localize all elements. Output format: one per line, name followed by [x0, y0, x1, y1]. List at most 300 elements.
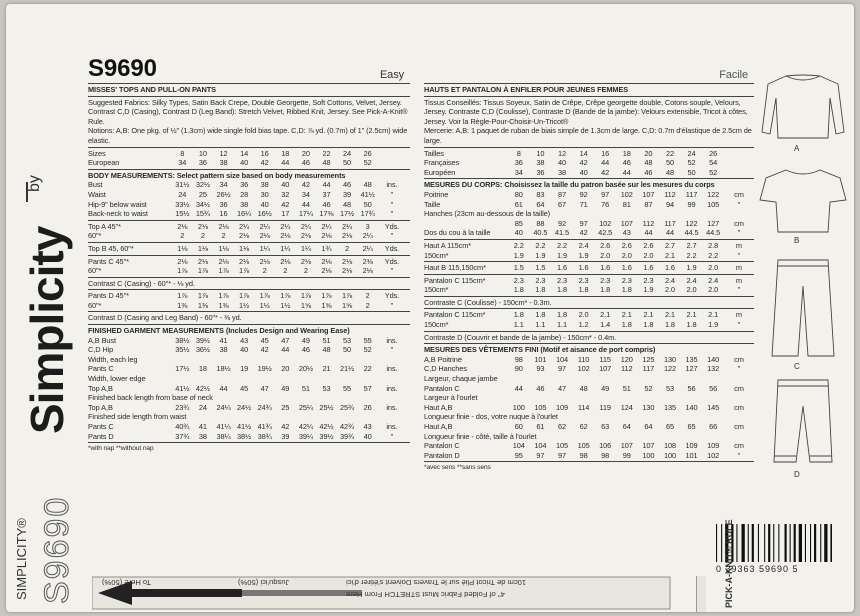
table-cell: 17¼ [298, 209, 313, 219]
table-cell: 150cm* [424, 320, 449, 330]
table-cell: 2⅛ [259, 256, 270, 266]
table-row [88, 180, 410, 190]
table-cell: 2⅛ [218, 221, 229, 231]
table-row [88, 364, 410, 374]
table-cell: 2¼ [321, 221, 332, 231]
table-cell: 35½ [175, 345, 190, 355]
table-cell: A,B Bust [88, 335, 116, 345]
table-cell: 38¾ [257, 431, 272, 441]
table-row [424, 403, 754, 413]
table-cell: 3 [365, 221, 370, 231]
table-cell: Pants C [88, 422, 114, 431]
table-cell: 2.1 [708, 310, 719, 320]
table-cell: 32 [281, 189, 290, 199]
table-cell: 50 [343, 345, 352, 355]
table-cell: 24 [198, 402, 207, 412]
table-cell: 109 [685, 441, 698, 451]
difficulty-level: Easy [379, 69, 404, 81]
table-cell: 2⅛ [342, 256, 353, 266]
table-cell: 15½ [175, 209, 190, 219]
table-cell: 2⅛ [259, 231, 270, 241]
table-cell: 44 [601, 158, 610, 168]
table-cell: 2⅛ [218, 256, 229, 266]
table-cell: 2.8 [708, 240, 719, 250]
table-cell: 2⅛ [280, 256, 291, 266]
table-cell [378, 158, 406, 168]
table-row [88, 301, 410, 311]
table-cell: 2.0 [621, 250, 632, 260]
table-row [424, 190, 754, 200]
table-cell: 1.8 [556, 310, 567, 320]
table-cell: 2¼ [280, 221, 291, 231]
table-cell: cm [734, 189, 744, 199]
table-cell: 39¾ [340, 431, 355, 441]
table-row [424, 149, 754, 159]
table-cell: 101 [534, 354, 547, 364]
table-cell: 81 [622, 199, 631, 209]
table-cell: 40 [240, 158, 249, 168]
table-cell: 2.2 [708, 250, 719, 260]
table-row [88, 291, 410, 301]
table-cell: 25¼ [298, 402, 313, 412]
table-cell: m [735, 310, 742, 320]
table-cell: 53 [322, 383, 331, 393]
barcode-bar [799, 524, 802, 562]
table-cell: 98 [601, 450, 610, 460]
table-cell: 2⅛ [177, 256, 188, 266]
table-cell: 107 [642, 441, 655, 451]
table-cell: 140 [707, 354, 720, 364]
table-cell: 31½ [175, 180, 190, 190]
table-cell: 122 [663, 364, 676, 374]
figure-label-c: C [794, 362, 800, 371]
table-cell: 38¼ [216, 431, 231, 441]
table-cell [724, 149, 754, 159]
table-cell: 21½ [340, 364, 355, 374]
table-cell: 50 [363, 199, 372, 209]
table-cell: 20 [281, 364, 290, 374]
table-cell: " [737, 364, 741, 374]
table-cell: 1.1 [556, 320, 567, 330]
table-cell: 127 [707, 218, 720, 228]
table-cell: 67 [557, 199, 566, 209]
table-cell: 38½ [175, 335, 190, 345]
table-cell: 61 [514, 199, 523, 209]
table-cell: 38 [219, 345, 228, 355]
table-cell: Waist [88, 189, 106, 199]
nap-footnote-fr: *avec sens **sans sens [424, 464, 491, 472]
table-cell: 1.6 [600, 263, 611, 273]
figure-label-d: D [794, 470, 800, 479]
barcode-bar [824, 524, 827, 562]
table-row [88, 149, 410, 159]
table-cell: ins. [386, 180, 398, 190]
table-cell: 48 [665, 167, 674, 177]
table-cell: 107 [620, 218, 633, 228]
table-cell: " [390, 231, 394, 241]
table-cell: 39½ [195, 335, 210, 345]
table-cell: 52 [709, 167, 718, 177]
table-cell: 2⅜ [362, 256, 373, 266]
table-cell: Top A,B [88, 383, 113, 393]
rule-line-english: 4" of Folded Fabric Must STRETCH From Here [346, 590, 505, 599]
table-cell: " [737, 285, 741, 295]
table-cell: 85 [514, 218, 523, 228]
table-cell: 26 [709, 148, 718, 158]
table-cell: 22 [665, 148, 674, 158]
table-cell: 17 [281, 209, 290, 219]
table-cell: 12 [557, 148, 566, 158]
table-cell: 36 [198, 158, 207, 168]
table-cell: 102 [707, 450, 720, 460]
table-cell: 1⅞ [197, 266, 208, 276]
barcode-bar [830, 524, 832, 562]
table-cell: 40 [260, 199, 269, 209]
table-cell: 1.2 [578, 320, 589, 330]
table-cell: 2¼ [362, 231, 373, 241]
table-cell: 2.3 [643, 275, 654, 285]
table-cell: 1.9 [578, 250, 589, 260]
table-cell: 53 [343, 335, 352, 345]
table-cell: Françaises [424, 158, 460, 168]
table-cell [424, 219, 508, 229]
table-cell: 36 [219, 199, 228, 209]
table-cell: 95 [514, 450, 523, 460]
table-cell: 1.8 [535, 310, 546, 320]
table-cell: 2.0 [708, 285, 719, 295]
table-cell: 1.8 [556, 285, 567, 295]
table-cell: 16 [601, 148, 610, 158]
yardage-table [88, 222, 410, 325]
table-cell: Tailles [424, 148, 444, 158]
table-cell: 2⅛ [362, 266, 373, 276]
table-cell: 42 [301, 180, 310, 190]
table-cell: 97 [536, 450, 545, 460]
table-cell: 2.7 [686, 240, 697, 250]
table-cell: Haut B 115,150cm* [424, 263, 486, 273]
table-cell: 24 [687, 148, 696, 158]
table-cell: 97 [579, 218, 588, 228]
table-cell: 2⅛ [342, 231, 353, 241]
table-cell: 61 [536, 422, 545, 431]
table-cell: 48 [343, 199, 352, 209]
table-cell: 8 [516, 148, 521, 158]
table-cell: 107 [599, 364, 612, 374]
table-cell: 12 [219, 148, 228, 158]
table-cell: 2¼ [239, 221, 250, 231]
table-cell: 108 [663, 441, 676, 451]
barcode-bar [810, 524, 811, 562]
table-row [88, 432, 410, 442]
body-measurements-table-fr [424, 190, 754, 238]
finished-measurements-table [88, 336, 410, 442]
barcode-bar [794, 524, 796, 562]
table-cell: 2.2 [556, 240, 567, 250]
suggested-fabrics-fr: Tissus Conseillés: Tissus Soyeux, Satin de Crêpe, Crêpe georgette double, Cotons souple, Velours, Jersey. Contraste C,D (Coulisse), Contraste D (Bande de la jambe): Velours extensible, Tricot à côtes, Jersey. Voir la Règle-Pour-Choisir-Un-Tricot® [424, 97, 748, 126]
table-cell: 52 [687, 158, 696, 168]
table-cell: 44 [281, 345, 290, 355]
table-cell: 57 [363, 383, 372, 393]
table-cell: 49 [301, 335, 310, 345]
table-cell: 34 [514, 167, 523, 177]
table-cell: " [390, 189, 394, 199]
table-cell: 150cm* [424, 285, 449, 295]
table-cell: Pants C 45"* [88, 256, 129, 266]
table-cell: 2¼ [362, 243, 373, 253]
table-cell: 2.6 [621, 240, 632, 250]
table-cell: 1¾ [321, 243, 332, 253]
table-cell: 102 [577, 364, 590, 374]
table-cell: 1½ [239, 300, 250, 310]
table-cell: 18½ [216, 364, 231, 374]
table-cell: 2.2 [535, 240, 546, 250]
table-cell: 109 [707, 441, 720, 451]
table-cell: 42½ [195, 383, 210, 393]
table-cell: 97 [557, 450, 566, 460]
table-cell: 46 [322, 199, 331, 209]
yardage-table-fr [424, 241, 754, 344]
table-cell: 127 [685, 364, 698, 374]
table-cell: 45 [240, 383, 249, 393]
table-cell: 1⅛ [197, 243, 208, 253]
table-cell: Yds. [384, 221, 400, 231]
table-cell: 2⅛ [239, 231, 250, 241]
table-cell: 42 [281, 422, 290, 431]
table-cell: 40 [240, 345, 249, 355]
top-b-drawing [760, 170, 846, 232]
table-cell: 38 [219, 158, 228, 168]
table-cell: 1.8 [621, 320, 632, 330]
table-cell: 2 [303, 266, 308, 276]
table-cell: ins. [386, 422, 398, 431]
table-cell: 2.0 [686, 285, 697, 295]
table-cell: 16 [219, 209, 228, 219]
table-cell: 44 [665, 228, 674, 238]
table-row [424, 320, 754, 330]
table-cell: 100 [663, 450, 676, 460]
table-cell: 2⅛ [239, 256, 250, 266]
table-row [88, 266, 410, 276]
table-cell: 1.8 [535, 285, 546, 295]
table-cell: 2⅛ [300, 231, 311, 241]
table-cell: " [737, 199, 741, 209]
table-cell: 20½ [298, 364, 313, 374]
table-cell: 46 [622, 158, 631, 168]
table-row [424, 241, 754, 251]
table-cell: 42.5 [598, 228, 613, 238]
table-cell: 1.9 [556, 250, 567, 260]
table-cell: ins. [386, 364, 398, 374]
table-cell: 47 [260, 383, 269, 393]
table-cell: Dos du cou à la taille [424, 228, 491, 238]
table-cell: 50 [687, 167, 696, 177]
table-cell: Sizes [88, 148, 106, 158]
table-cell: 98 [514, 354, 523, 364]
table-row [424, 384, 754, 394]
table-cell: 135 [663, 402, 676, 412]
table-cell: 42 [579, 158, 588, 168]
table-cell: 114 [577, 402, 590, 412]
table-cell: 1.1 [535, 320, 546, 330]
rule-jusquici: Jusqu'ici (50%) [238, 578, 290, 587]
table-cell: ins. [386, 383, 398, 393]
table-row [424, 355, 754, 365]
barcode-bar [716, 524, 717, 562]
table-row [424, 228, 754, 238]
table-cell: cm [734, 218, 744, 228]
table-cell: 44 [301, 199, 310, 209]
table-cell: 2⅛ [197, 256, 208, 266]
table-cell: " [390, 431, 394, 441]
table-cell: 2.4 [708, 275, 719, 285]
barcode-bar [752, 524, 754, 562]
table-cell: m [735, 275, 742, 285]
table-cell: 24½ [237, 402, 252, 412]
table-cell: m [735, 263, 742, 273]
table-cell: 49 [601, 383, 610, 393]
table-cell: 24¾ [257, 402, 272, 412]
table-cell: 97 [601, 189, 610, 199]
table-cell: 104 [534, 441, 547, 451]
table-cell: Pants C [88, 364, 114, 374]
table-cell: 2.1 [600, 310, 611, 320]
table-cell: 1.6 [578, 263, 589, 273]
table-cell: 2.4 [578, 240, 589, 250]
table-cell: 1½ [259, 300, 270, 310]
table-cell: Pants D [88, 431, 114, 441]
table-row: Finished side length from waist [88, 412, 187, 422]
barcode-bar [820, 524, 821, 562]
barcode-bar [742, 524, 745, 562]
table-cell: 1⅜ [177, 300, 188, 310]
table-row [424, 441, 754, 451]
table-cell: 1.9 [535, 250, 546, 260]
table-row [424, 158, 754, 168]
table-cell: 109 [555, 402, 568, 412]
table-cell: cm [734, 383, 744, 393]
table-cell: 43 [622, 228, 631, 238]
table-cell: 93 [536, 364, 545, 374]
rule-to-here: To Here (50%) [102, 578, 151, 587]
table-cell: 44 [322, 180, 331, 190]
brand-by: by [26, 175, 43, 192]
barcode-bar [748, 524, 749, 562]
table-row [424, 219, 754, 229]
table-cell: 1⅞ [177, 291, 188, 301]
table-cell: 1.9 [686, 263, 697, 273]
table-cell: 1.8 [600, 285, 611, 295]
table-cell: 1⅞ [239, 266, 250, 276]
table-row [88, 209, 410, 219]
technical-drawings [758, 70, 848, 510]
table-cell: 41½ [175, 383, 190, 393]
table-cell: 41½ [360, 189, 375, 199]
table-cell: 10 [536, 148, 545, 158]
table-cell: 1.1 [513, 320, 524, 330]
table-cell: 1⅞ [177, 266, 188, 276]
table-cell: 1.9 [513, 250, 524, 260]
table-cell: " [737, 320, 741, 330]
table-cell: 36 [514, 158, 523, 168]
table-cell: Yds. [384, 256, 400, 266]
table-cell: 26 [363, 402, 372, 412]
table-cell: 1¼ [300, 243, 311, 253]
barcode-bar [790, 524, 791, 562]
sizes-table-fr [424, 149, 754, 178]
table-cell: 1⅞ [259, 291, 270, 301]
table-cell: 42 [601, 167, 610, 177]
table-cell: 15¾ [195, 209, 210, 219]
table-row: Width, each leg [88, 354, 138, 364]
table-cell: 83 [536, 189, 545, 199]
table-cell: 2⅛ [321, 266, 332, 276]
table-cell: 41 [219, 335, 228, 345]
spine-simplicity-small: SIMPLICITY® [14, 518, 29, 600]
table-cell: 40 [363, 431, 372, 441]
table-cell: 2 [200, 231, 205, 241]
table-cell: 99 [622, 450, 631, 460]
french-column [424, 56, 754, 473]
table-cell: 47 [281, 335, 290, 345]
table-cell: 38½ [237, 431, 252, 441]
table-cell: 20 [644, 148, 653, 158]
table-cell: 42 [260, 345, 269, 355]
table-cell: 50 [343, 158, 352, 168]
barcode-bar [773, 524, 774, 562]
table-cell: 112 [642, 218, 655, 228]
table-cell: 22 [363, 364, 372, 374]
envelope-spine [6, 4, 76, 612]
table-cell: 32½ [195, 180, 210, 190]
table-cell: 38 [198, 431, 207, 441]
table-row [88, 158, 410, 168]
finished-measurements-title-fr: MESURES DES VÊTEMENTS FINI (Motif et aisance de port compris) [424, 345, 656, 355]
table-cell: " [390, 209, 394, 219]
table-cell: 36 [536, 167, 545, 177]
table-cell: 2 [262, 266, 267, 276]
table-row [424, 451, 754, 461]
table-row [88, 403, 410, 413]
table-row: Width, lower edge [88, 374, 146, 384]
pick-a-knit-rule-label: PICK-A-KNIT® RULE [724, 519, 734, 608]
table-cell: 43 [240, 335, 249, 345]
table-cell: 21 [322, 364, 331, 374]
table-cell: 117 [685, 189, 698, 199]
table-cell: 1.8 [664, 320, 675, 330]
table-cell: 46 [301, 345, 310, 355]
table-cell: 36 [240, 180, 249, 190]
table-cell: 2.6 [643, 240, 654, 250]
table-cell: 17½ [340, 209, 355, 219]
table-cell: 2.1 [643, 310, 654, 320]
table-cell: A,B Poitrine [424, 354, 462, 364]
table-cell: 25 [198, 189, 207, 199]
table-cell: 34 [178, 158, 187, 168]
table-cell: 105 [555, 441, 568, 451]
table-cell: 40 [557, 158, 566, 168]
table-cell: 51 [622, 383, 631, 393]
table-cell: 52 [644, 383, 653, 393]
table-cell: 122 [685, 218, 698, 228]
table-cell: m [735, 240, 742, 250]
table-cell: 125 [642, 354, 655, 364]
table-cell: 38 [536, 158, 545, 168]
english-column [88, 56, 410, 454]
table-cell: 80 [514, 189, 523, 199]
table-cell: 130 [663, 354, 676, 364]
table-cell: 46 [343, 180, 352, 190]
table-cell: 2.3 [578, 275, 589, 285]
